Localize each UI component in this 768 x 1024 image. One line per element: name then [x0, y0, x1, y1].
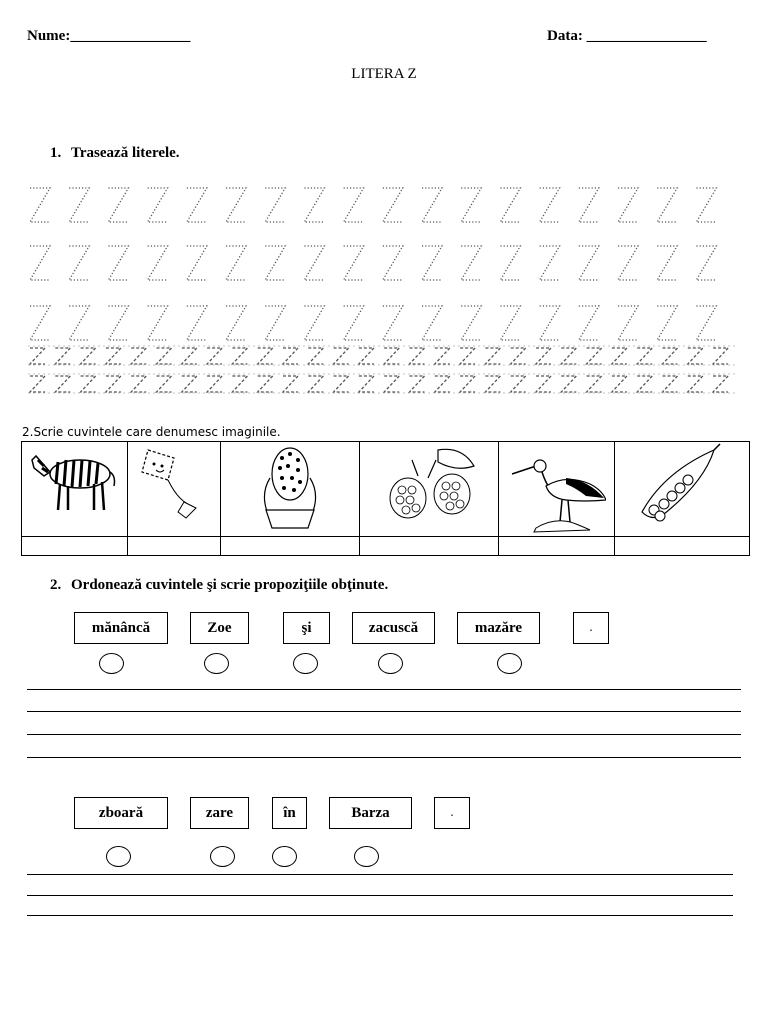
trace-letter-z[interactable] [579, 188, 599, 222]
trace-letter-small-z[interactable] [460, 348, 475, 364]
date-blank: ________________ [586, 28, 707, 44]
trace-letter-z[interactable] [344, 306, 364, 340]
order-circle[interactable] [293, 653, 318, 674]
cell-divider [498, 442, 499, 555]
trace-letter-small-z[interactable] [334, 348, 349, 364]
trace-letter-small-z[interactable] [207, 348, 222, 364]
trace-letter-small-z[interactable] [157, 348, 172, 364]
trace-letter-z[interactable] [187, 246, 207, 280]
trace-letter-small-z[interactable] [182, 376, 197, 392]
trace-letter-small-z[interactable] [55, 348, 70, 364]
trace-letter-z[interactable] [108, 246, 128, 280]
trace-letter-small-z[interactable] [688, 348, 703, 364]
hyacinth-icon [250, 444, 330, 532]
order-circle[interactable] [354, 846, 379, 867]
trace-letter-small-z[interactable] [81, 376, 96, 392]
trace-letter-small-z[interactable] [258, 348, 273, 364]
task2-number: 2. [50, 577, 62, 593]
trace-letter-z[interactable] [344, 246, 364, 280]
trace-letter-small-z[interactable] [511, 348, 526, 364]
writing-line[interactable] [27, 915, 733, 916]
trace-letter-small-z[interactable] [435, 348, 450, 364]
trace-letter-z[interactable] [422, 306, 442, 340]
writing-line[interactable] [27, 757, 741, 758]
trace-letter-small-z[interactable] [713, 348, 728, 364]
trace-letter-z[interactable] [696, 306, 716, 340]
trace-letter-z[interactable] [461, 246, 481, 280]
trace-letter-z[interactable] [618, 306, 638, 340]
task1-text: Trasează literele. [71, 145, 180, 161]
writing-line[interactable] [27, 734, 741, 735]
stork-icon [506, 444, 606, 534]
trace-letter-small-z[interactable] [283, 376, 298, 392]
trace-letter-small-z[interactable] [485, 348, 500, 364]
trace-letter-z[interactable] [226, 246, 246, 280]
trace-letter-z[interactable] [696, 246, 716, 280]
trace-letter-small-z[interactable] [359, 348, 374, 364]
trace-letter-z[interactable] [108, 188, 128, 222]
word-box[interactable]: zare [190, 797, 249, 829]
trace-letter-z[interactable] [30, 246, 50, 280]
answer-row-divider [22, 536, 749, 537]
trace-letter-small-z[interactable] [131, 348, 146, 364]
name-label: Nume: [27, 28, 71, 44]
zebra-icon [28, 446, 120, 514]
period-box[interactable]: . [434, 797, 470, 829]
trace-letter-small-z[interactable] [460, 376, 475, 392]
order-circle[interactable] [204, 653, 229, 674]
date-field[interactable] [547, 28, 707, 45]
trace-letter-small-z[interactable] [612, 376, 627, 392]
trace-letter-z[interactable] [187, 306, 207, 340]
trace-letter-small-z[interactable] [207, 376, 222, 392]
trace-letter-small-z[interactable] [587, 376, 602, 392]
trace-letter-z[interactable] [30, 306, 50, 340]
trace-letter-z[interactable] [148, 188, 168, 222]
task2-text: Ordonează cuvintele şi scrie propoziţiile obţinute. [71, 577, 389, 593]
page-title: LITERA Z [351, 66, 417, 82]
trace-letter-z[interactable] [500, 246, 520, 280]
trace-letter-small-z[interactable] [359, 376, 374, 392]
trace-letter-z[interactable] [579, 246, 599, 280]
task1-number: 1. [50, 145, 62, 161]
trace-letter-small-z[interactable] [384, 376, 399, 392]
trace-letter-z[interactable] [69, 246, 89, 280]
trace-letter-small-z[interactable] [587, 348, 602, 364]
trace-letter-small-z[interactable] [637, 348, 652, 364]
trace-letter-small-z[interactable] [232, 376, 247, 392]
trace-letter-z[interactable] [383, 246, 403, 280]
period-box[interactable]: . [573, 612, 609, 644]
trace-letter-z[interactable] [69, 306, 89, 340]
trace-letter-small-z[interactable] [663, 376, 678, 392]
trace-letter-z[interactable] [657, 246, 677, 280]
trace-letter-z[interactable] [265, 188, 285, 222]
order-circle[interactable] [272, 846, 297, 867]
word-box[interactable]: în [272, 797, 307, 829]
word-box[interactable]: Zoe [190, 612, 249, 644]
trace-letter-z[interactable] [383, 306, 403, 340]
trace-letter-z[interactable] [344, 188, 364, 222]
trace-letter-small-z[interactable] [157, 376, 172, 392]
trace-letter-z[interactable] [500, 188, 520, 222]
trace-letter-small-z[interactable] [55, 376, 70, 392]
trace-letter-small-z[interactable] [435, 376, 450, 392]
word-box[interactable]: zboară [74, 797, 168, 829]
word-box[interactable]: şi [283, 612, 330, 644]
trace-letter-small-z[interactable] [182, 348, 197, 364]
trace-letter-small-z[interactable] [30, 348, 45, 364]
writing-line[interactable] [27, 711, 741, 712]
trace-letter-small-z[interactable] [106, 376, 121, 392]
trace-letter-z[interactable] [618, 246, 638, 280]
trace-letter-z[interactable] [383, 188, 403, 222]
trace-letter-z[interactable] [69, 188, 89, 222]
trace-letter-z[interactable] [540, 188, 560, 222]
name-field[interactable] [27, 28, 190, 45]
trace-letter-small-z[interactable] [106, 348, 121, 364]
trace-letter-z[interactable] [304, 306, 324, 340]
trace-letter-z[interactable] [265, 246, 285, 280]
trace-letter-z[interactable] [579, 306, 599, 340]
raspberries-icon [382, 446, 482, 526]
trace-letter-z[interactable] [500, 306, 520, 340]
trace-letter-z[interactable] [540, 246, 560, 280]
trace-letter-small-z[interactable] [81, 348, 96, 364]
trace-letter-z[interactable] [540, 306, 560, 340]
trace-letter-small-z[interactable] [334, 376, 349, 392]
trace-letter-small-z[interactable] [561, 348, 576, 364]
trace-letter-small-z[interactable] [131, 376, 146, 392]
cell-divider [220, 442, 221, 555]
trace-letter-small-z[interactable] [561, 376, 576, 392]
order-circle[interactable] [378, 653, 403, 674]
name-blank: ________________ [70, 28, 191, 44]
order-circle[interactable] [210, 846, 235, 867]
trace-letter-small-z[interactable] [713, 376, 728, 392]
trace-letter-small-z[interactable] [410, 348, 425, 364]
trace-letter-small-z[interactable] [410, 376, 425, 392]
word-box[interactable]: mazăre [457, 612, 540, 644]
trace-letter-z[interactable] [657, 306, 677, 340]
trace-letter-small-z[interactable] [232, 348, 247, 364]
trace-letter-z[interactable] [148, 306, 168, 340]
order-circle[interactable] [497, 653, 522, 674]
trace-letter-small-z[interactable] [536, 348, 551, 364]
trace-letter-small-z[interactable] [637, 376, 652, 392]
images-task-heading: 2.Scrie cuvintele care denumesc imaginile. [22, 425, 281, 439]
kite-icon [134, 448, 214, 528]
trace-letter-small-z[interactable] [384, 348, 399, 364]
trace-letter-z[interactable] [30, 188, 50, 222]
trace-letter-z[interactable] [265, 306, 285, 340]
trace-letter-z[interactable] [226, 306, 246, 340]
writing-line[interactable] [27, 895, 733, 896]
trace-letter-z[interactable] [461, 188, 481, 222]
trace-letter-z[interactable] [304, 188, 324, 222]
writing-line[interactable] [27, 874, 733, 875]
peapod-icon [634, 442, 724, 526]
trace-letter-z[interactable] [618, 188, 638, 222]
trace-letter-z[interactable] [148, 246, 168, 280]
tracing-area [0, 170, 768, 410]
trace-letter-small-z[interactable] [308, 348, 323, 364]
cell-divider [359, 442, 360, 555]
trace-letter-small-z[interactable] [688, 376, 703, 392]
order-circle[interactable] [99, 653, 124, 674]
trace-letter-z[interactable] [187, 188, 207, 222]
trace-letter-z[interactable] [461, 306, 481, 340]
trace-letter-small-z[interactable] [283, 348, 298, 364]
trace-letter-z[interactable] [422, 188, 442, 222]
writing-line[interactable] [27, 689, 741, 690]
trace-letter-z[interactable] [657, 188, 677, 222]
word-box[interactable]: mănâncă [74, 612, 168, 644]
trace-letter-z[interactable] [696, 188, 716, 222]
trace-letter-z[interactable] [108, 306, 128, 340]
trace-letter-small-z[interactable] [536, 376, 551, 392]
order-circle[interactable] [106, 846, 131, 867]
trace-letter-z[interactable] [422, 246, 442, 280]
word-box[interactable]: zacuscă [352, 612, 435, 644]
task1-heading [50, 145, 180, 162]
trace-letter-z[interactable] [304, 246, 324, 280]
trace-letter-small-z[interactable] [485, 376, 500, 392]
trace-letter-small-z[interactable] [663, 348, 678, 364]
images-table [21, 441, 750, 556]
cell-divider [614, 442, 615, 555]
trace-letter-z[interactable] [226, 188, 246, 222]
cell-divider [127, 442, 128, 555]
trace-letter-small-z[interactable] [612, 348, 627, 364]
trace-letter-small-z[interactable] [511, 376, 526, 392]
word-box[interactable]: Barza [329, 797, 412, 829]
date-label: Data: [547, 28, 583, 44]
trace-letter-small-z[interactable] [258, 376, 273, 392]
trace-letter-small-z[interactable] [308, 376, 323, 392]
trace-letter-small-z[interactable] [30, 376, 45, 392]
task2-heading [50, 577, 388, 594]
